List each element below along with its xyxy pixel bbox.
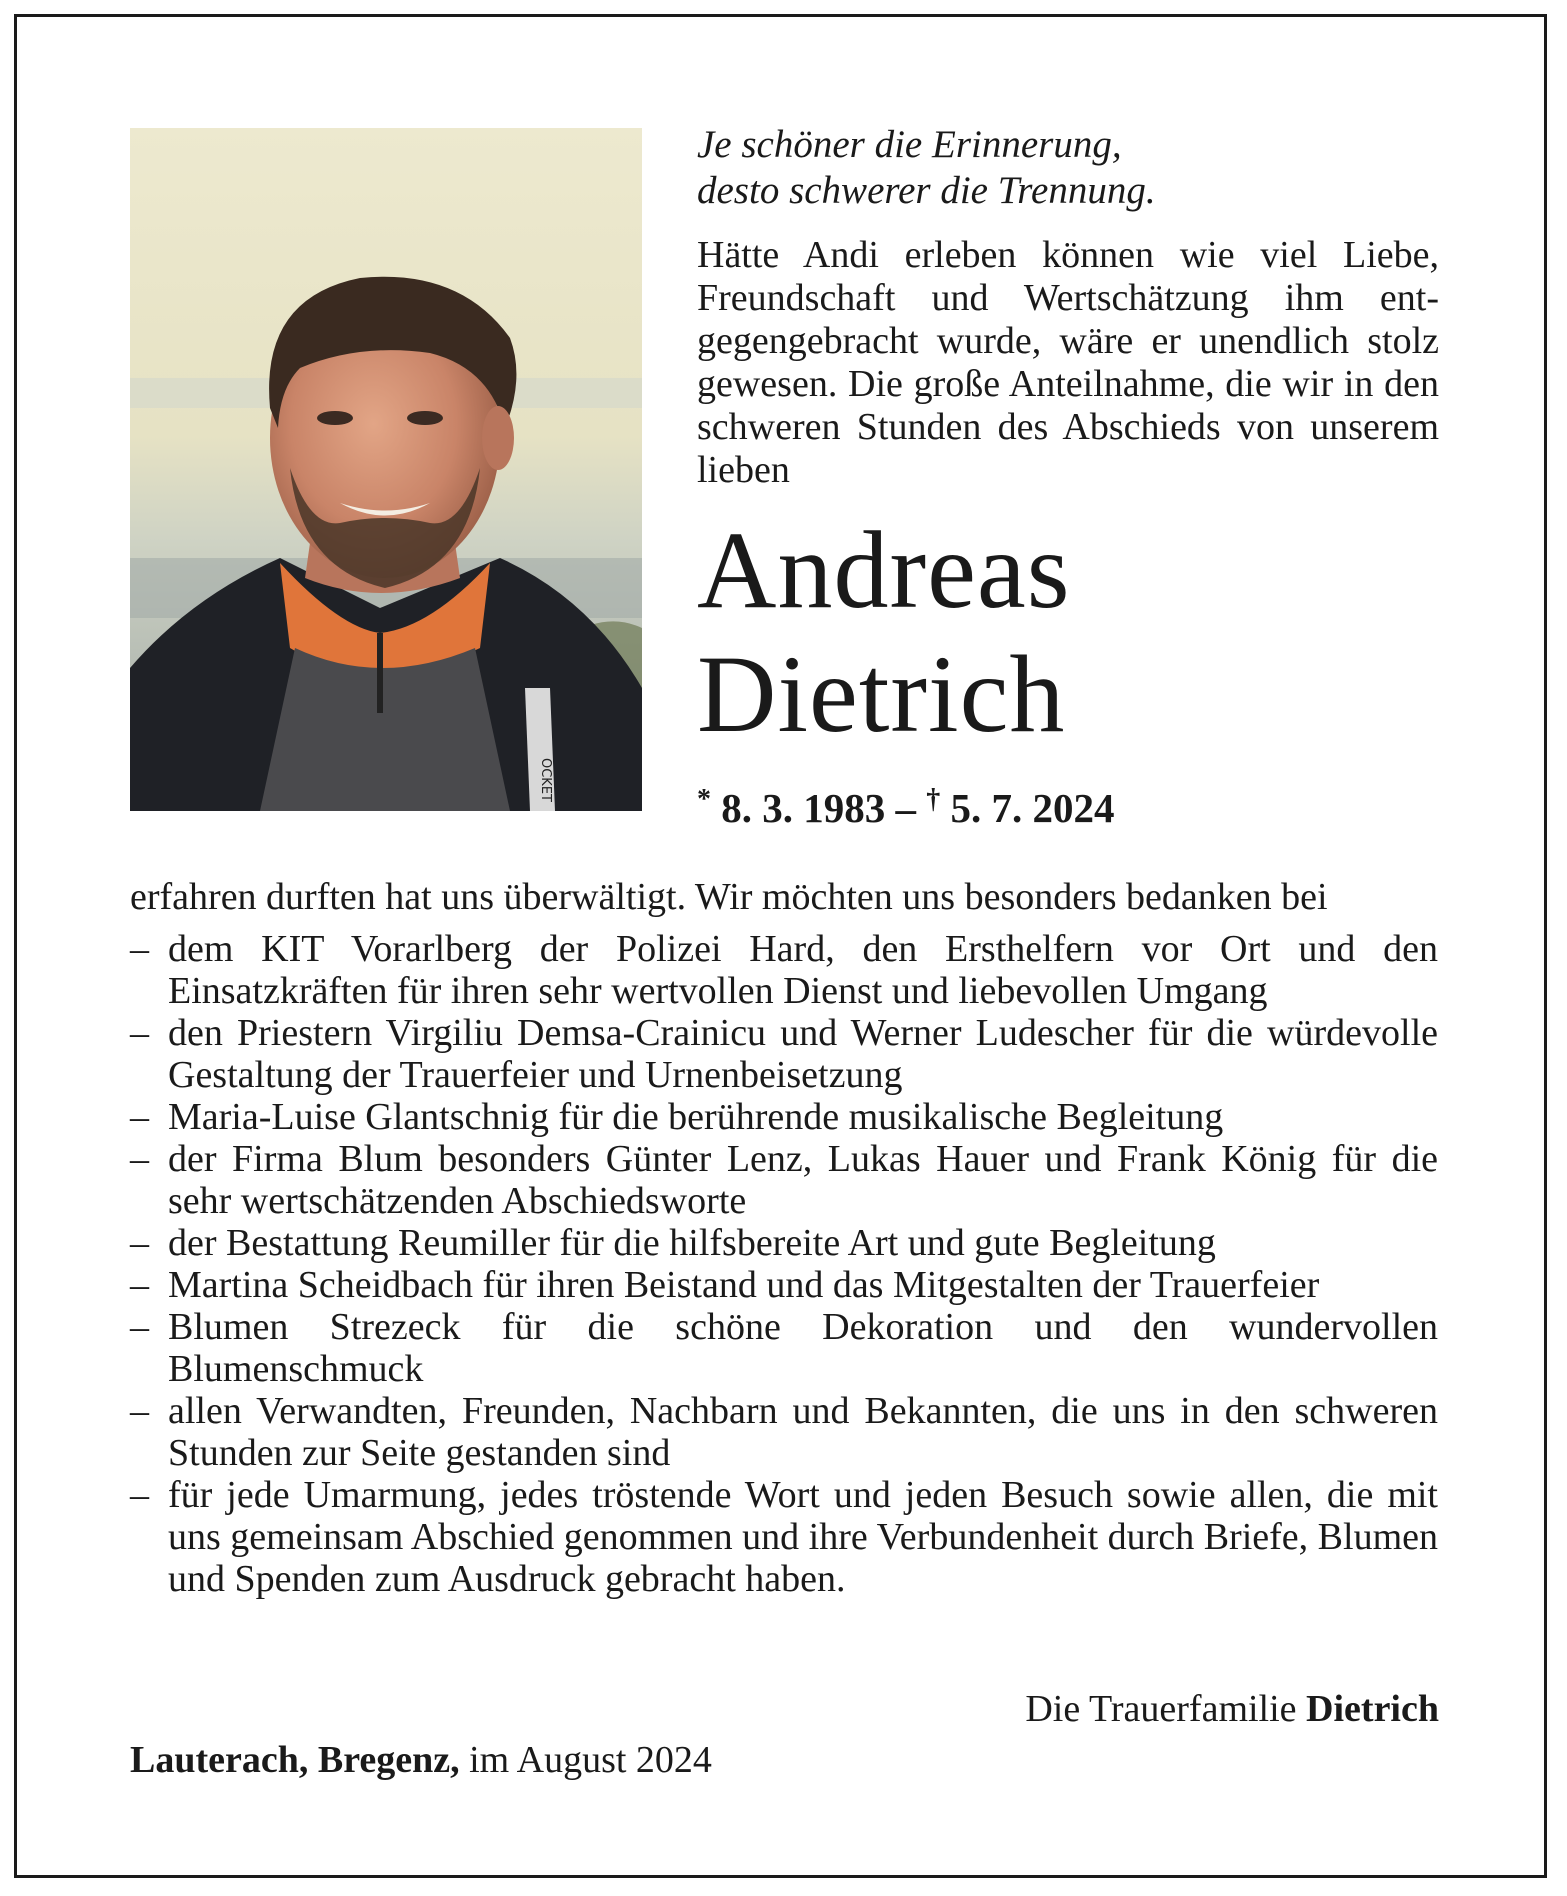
thanks-item: – der Firma Blum besonders Günter Lenz, Lukas Hauer und Frank König für die sehr wertschätzenden Abschiedsworte [130, 1138, 1438, 1222]
thanks-item: – allen Verwandten, Freunden, Nachbarn und Bekannten, die uns in den schweren Stunden zur Seite gestanden sind [130, 1390, 1438, 1474]
dash-bullet: – [130, 1306, 149, 1348]
dash-bullet: – [130, 1264, 149, 1306]
memorial-quote [697, 122, 1439, 214]
portrait-photo [130, 128, 642, 811]
life-dates [697, 775, 1115, 833]
thanks-lead: erfahren durften hat uns überwältigt. Wir möchten uns besonders bedanken bei [130, 876, 1328, 918]
dash-bullet: – [130, 1474, 149, 1516]
first-name: Andreas [697, 509, 1071, 631]
dash-bullet: – [130, 1222, 149, 1264]
thanks-item: – Blumen Strezeck für die schöne Dekoration und den wundervollen Blumenschmuck [130, 1306, 1438, 1390]
quote-line-1: Je schöner die Erinnerung, [697, 123, 1122, 166]
thanks-list [130, 928, 1438, 1600]
thanks-item: – für jede Umarmung, jedes tröstende Wort und jeden Besuch sowie allen, die mit uns gemeinsam Abschied genommen und ihre Verbundenheit durch Briefe, Blumen und Spenden zum Ausdruck gebracht haben. [130, 1474, 1438, 1600]
jacket-brand-text: OCKET [538, 758, 553, 802]
birth-date: 8. 3. 1983 [721, 785, 886, 831]
thanks-item: – dem KIT Vorarlberg der Polizei Hard, den Ersthelfern vor Ort und den Einsatzkräften für ihren sehr wertvollen Dienst und liebevollen Umgang [130, 928, 1438, 1012]
deceased-name [697, 508, 1071, 756]
place-and-date [130, 1738, 712, 1782]
thanks-section [130, 876, 1438, 1600]
dash-bullet: – [130, 1390, 149, 1432]
quote-line-2: desto schwerer die Trennung. [697, 169, 1156, 212]
intro-paragraph: Hätte Andi erleben können wie viel Liebe, Freundschaft und Wertschätzung ihm entgegengebracht wurde, wäre er unendlich stolz gewesen. Die große Anteilnahme, die wir in den schweren Stunden des Abschieds von unserem lieben [697, 234, 1439, 491]
thanks-item: – Martina Scheidbach für ihren Beistand und das Mitgestalten der Trauerfeier [130, 1264, 1320, 1306]
place-date: im August 2024 [459, 1739, 712, 1781]
portrait-illustration [130, 128, 642, 811]
signature-prefix: Die Trauerfamilie [1025, 1688, 1307, 1730]
dash-bullet: – [130, 1096, 149, 1138]
last-name: Dietrich [697, 633, 1066, 755]
thanks-item: – der Bestattung Reumiller für die hilfsbereite Art und gute Begleitung [130, 1222, 1216, 1264]
place-locations: Lauterach, Bregenz, [130, 1739, 460, 1781]
death-date: 5. 7. 2024 [950, 785, 1115, 831]
family-signature [1025, 1687, 1439, 1731]
intro-column [697, 122, 1439, 492]
dash-bullet: – [130, 1012, 149, 1054]
dash-bullet: – [130, 928, 149, 970]
signature-family-name: Dietrich [1306, 1688, 1439, 1730]
thanks-item: – den Priestern Virgiliu Demsa-Crainicu und Werner Ludescher für die würdevolle Gestaltung der Trauerfeier und Urnenbeisetzung [130, 1012, 1438, 1096]
death-symbol: † [926, 784, 941, 815]
birth-symbol: * [697, 784, 711, 815]
thanks-item: – Maria-Luise Glantschnig für die berührende musikalische Begleitung [130, 1096, 1224, 1138]
dash-bullet: – [130, 1138, 149, 1180]
date-separator: – [885, 785, 927, 831]
